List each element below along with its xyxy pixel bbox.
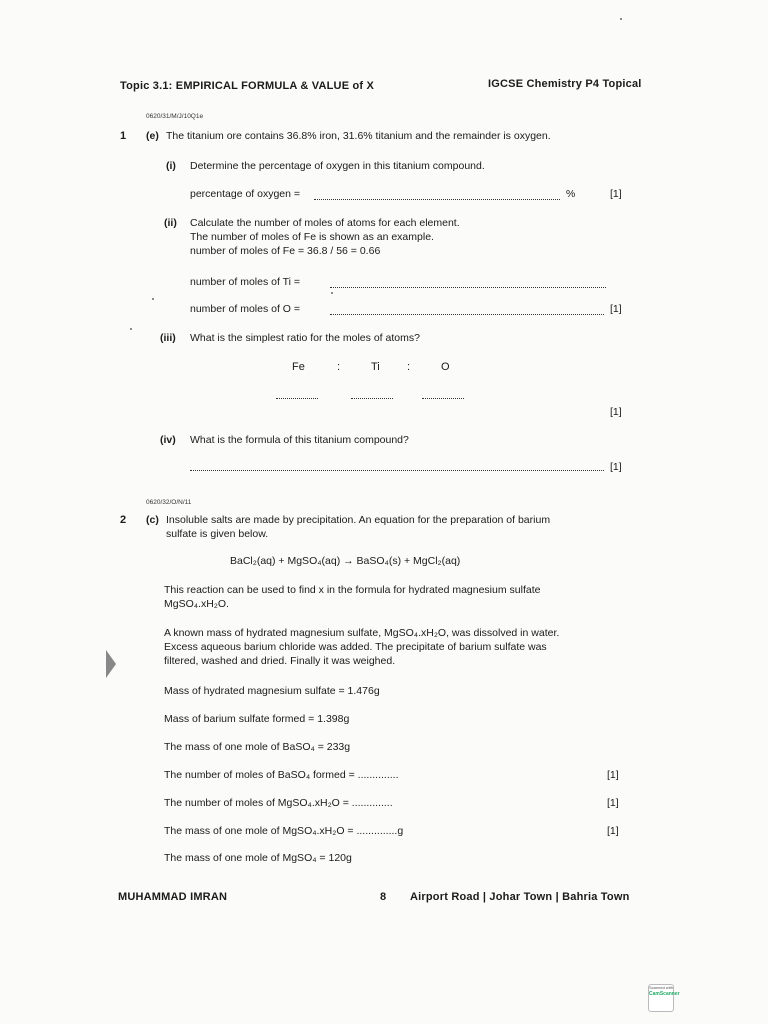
percent-unit: % — [566, 188, 576, 200]
q2-stem-line1: Insoluble salts are made by precipitation. An equation for the preparation of barium — [166, 514, 551, 526]
q1-ii-marks: [1] — [610, 303, 622, 315]
q1-ii-line1: Calculate the number of moles of atoms for each element. — [190, 217, 460, 229]
oxygen-percentage-label: percentage of oxygen = — [190, 188, 301, 200]
ratio-colon-1: : — [337, 361, 341, 373]
scan-speck — [620, 18, 622, 20]
q1-ii-label: (ii) — [164, 217, 177, 229]
precipitation-equation: BaCl₂(aq) + MgSO₄(aq) → BaSO₄(s) + MgCl₂(aq) — [230, 555, 461, 567]
q1-stem: The titanium ore contains 36.8% iron, 31.6% titanium and the remainder is oxygen. — [166, 130, 551, 142]
q1-iv-text: What is the formula of this titanium compound? — [190, 434, 409, 446]
q1-iii-marks: [1] — [610, 406, 622, 418]
footer-author: MUHAMMAD IMRAN — [118, 891, 228, 903]
mass-mgso4-hydrate-question: The mass of one mole of MgSO₄.xH₂O = ..............g — [164, 825, 404, 837]
binder-hole-shadow — [106, 650, 116, 678]
moles-mgso4-hydrate-question: The number of moles of MgSO₄.xH₂O = .............. — [164, 797, 393, 809]
q1-i-text: Determine the percentage of oxygen in this titanium compound. — [190, 160, 485, 172]
scan-speck — [152, 298, 154, 300]
molar-mass-mgso4: The mass of one mole of MgSO₄ = 120g — [164, 852, 352, 864]
ratio-ti-answer[interactable] — [351, 398, 393, 399]
footer-page-number: 8 — [380, 891, 387, 903]
q1-ii-example: number of moles of Fe = 36.8 / 56 = 0.66 — [190, 245, 381, 257]
course-title: IGCSE Chemistry P4 Topical — [488, 78, 642, 90]
ratio-fe-answer[interactable] — [276, 398, 318, 399]
q2-paper-code: 0620/32/O/N/11 — [146, 499, 192, 506]
moles-o-label: number of moles of O = — [190, 303, 301, 315]
mass-baso4-formed: Mass of barium sulfate formed = 1.398g — [164, 713, 350, 725]
oxygen-percentage-answer-line[interactable] — [314, 199, 560, 200]
q1-iv-marks: [1] — [610, 461, 622, 473]
q1-iii-label: (iii) — [160, 332, 176, 344]
q2-part-label: (c) — [146, 514, 159, 526]
q1-part-label: (e) — [146, 130, 159, 142]
q1-i-label: (i) — [166, 160, 176, 172]
q1-number: 1 — [120, 130, 127, 142]
q1-iv-label: (iv) — [160, 434, 176, 446]
q1-paper-code: 0620/31/M/J/10Q1e — [146, 113, 204, 120]
formula-answer-line[interactable] — [190, 470, 604, 471]
q1-ii-line2: The number of moles of Fe is shown as an example. — [190, 231, 434, 243]
q2-number: 2 — [120, 514, 127, 526]
scan-speck — [130, 328, 132, 330]
ratio-fe: Fe — [292, 361, 305, 373]
moles-o-answer-line[interactable] — [330, 314, 604, 315]
topic-title: Topic 3.1: EMPIRICAL FORMULA & VALUE of X — [120, 80, 375, 92]
scan-speck — [331, 292, 333, 294]
moles-ti-label: number of moles of Ti = — [190, 276, 301, 288]
q2-para2-line1: A known mass of hydrated magnesium sulfate, MgSO₄.xH₂O, was dissolved in water. — [164, 627, 560, 639]
q2-para2-line3: filtered, washed and dried. Finally it was weighed. — [164, 655, 396, 667]
q2-stem-line2: sulfate is given below. — [166, 528, 269, 540]
moles-mgso4-hydrate-marks: [1] — [607, 797, 619, 809]
q1-i-marks: [1] — [610, 188, 622, 200]
q2-para2-line2: Excess aqueous barium chloride was added. The precipitate of barium sulfate was — [164, 641, 547, 653]
ratio-o-answer[interactable] — [422, 398, 464, 399]
mass-hydrated-mgso4: Mass of hydrated magnesium sulfate = 1.476g — [164, 685, 380, 697]
moles-baso4-marks: [1] — [607, 769, 619, 781]
q2-para1-line2: MgSO₄.xH₂O. — [164, 598, 229, 610]
ratio-ti: Ti — [371, 361, 380, 373]
scanner-watermark: Scanned with CamScanner — [648, 984, 674, 1012]
q2-para1-line1: This reaction can be used to find x in the formula for hydrated magnesium sulfate — [164, 584, 541, 596]
moles-baso4-question: The number of moles of BaSO₄ formed = .............. — [164, 769, 399, 781]
mass-mgso4-hydrate-marks: [1] — [607, 825, 619, 837]
moles-ti-answer-line[interactable] — [330, 287, 606, 288]
q1-iii-text: What is the simplest ratio for the moles of atoms? — [190, 332, 420, 344]
ratio-o: O — [441, 361, 450, 373]
molar-mass-baso4: The mass of one mole of BaSO₄ = 233g — [164, 741, 351, 753]
footer-address: Airport Road | Johar Town | Bahria Town — [410, 891, 630, 903]
ratio-colon-2: : — [407, 361, 411, 373]
